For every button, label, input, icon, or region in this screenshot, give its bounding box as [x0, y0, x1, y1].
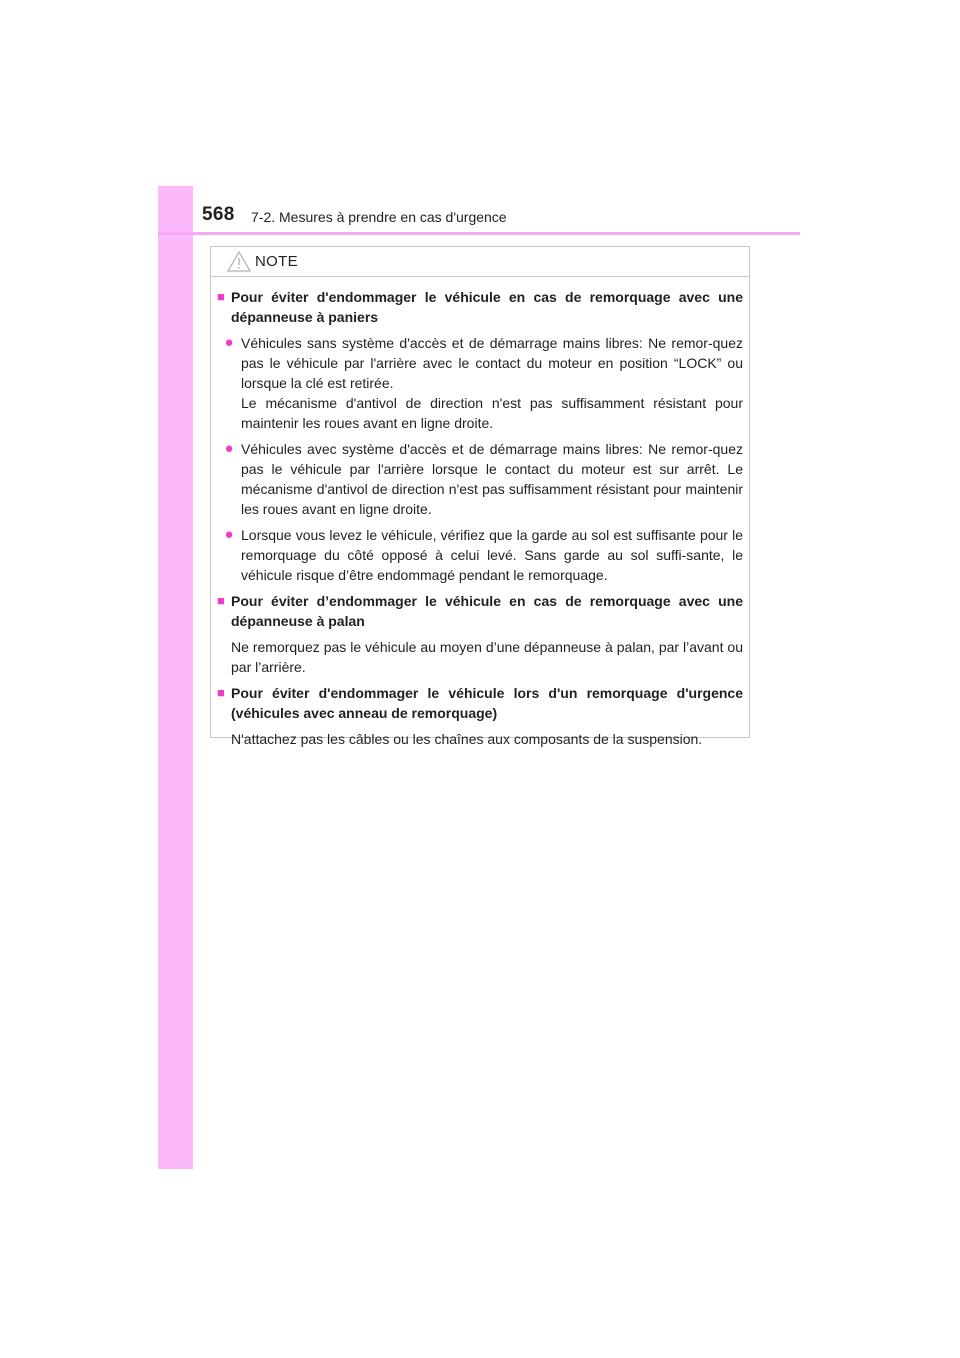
- circle-bullet-icon: ●: [224, 440, 234, 457]
- note-section: [217, 683, 743, 749]
- item-text: Véhicules avec système d'accès et de démarrage mains libres: Ne remor-quez pas le véhicule par l'arrière lorsque le contact du moteur est sur arrêt. Le mécanisme d'antivol de direction n'est pas suffisamment résistant pour maintenir les roues avant en ligne droite.: [241, 441, 743, 517]
- side-tab: [158, 186, 193, 1169]
- note-body: [217, 287, 743, 749]
- page-number: 568: [202, 204, 235, 225]
- section-title: Pour éviter d'endommager le véhicule lors d'un remorquage d'urgence (véhicules avec anneau de remorquage): [231, 685, 743, 721]
- section-text: N'attachez pas les câbles ou les chaînes aux composants de la suspension.: [231, 731, 703, 747]
- header-band: [158, 232, 800, 235]
- note-box: [210, 246, 750, 747]
- note-label: NOTE: [255, 253, 298, 270]
- note-section: [217, 287, 743, 585]
- item-text: Véhicules sans système d'accès et de démarrage mains libres: Ne remor-quez pas le véhicule par l'arrière avec le contact du moteur en position “LOCK” ou lorsque la clé est retirée.: [241, 335, 743, 391]
- item-text: Lorsque vous levez le véhicule, vérifiez que la garde au sol est suffisante pour le remorquage du côté opposé à celui levé. Sans garde au sol suffi-sante, le véhicule risque d’être endommagé pendant le remorquage.: [241, 527, 743, 583]
- note-header: [211, 247, 749, 277]
- section-title: Pour éviter d'endommager le véhicule en cas de remorquage avec une dépanneuse à paniers: [231, 289, 743, 325]
- item-extra-text: Le mécanisme d'antivol de direction n'est pas suffisamment résistant pour maintenir les roues avant en ligne droite.: [241, 395, 743, 431]
- circle-bullet-icon: ●: [224, 334, 234, 351]
- section-heading: [217, 287, 743, 327]
- list-item: [217, 525, 743, 585]
- list-item: [217, 439, 743, 519]
- square-bullet-icon: ■: [217, 685, 225, 700]
- list-item: [217, 333, 743, 433]
- section-text: Ne remorquez pas le véhicule au moyen d’une dépanneuse à palan, par l’avant ou par l’arrière.: [231, 639, 743, 675]
- circle-bullet-icon: ●: [224, 526, 234, 543]
- section-heading: [217, 683, 743, 723]
- warning-triangle-icon: [227, 251, 251, 272]
- square-bullet-icon: ■: [217, 289, 225, 304]
- square-bullet-icon: ■: [217, 593, 225, 608]
- section-title: Pour éviter d’endommager le véhicule en cas de remorquage avec une dépanneuse à palan: [231, 593, 743, 629]
- chapter-title: 7-2. Mesures à prendre en cas d'urgence: [251, 209, 507, 225]
- note-section: [217, 591, 743, 677]
- section-heading: [217, 591, 743, 631]
